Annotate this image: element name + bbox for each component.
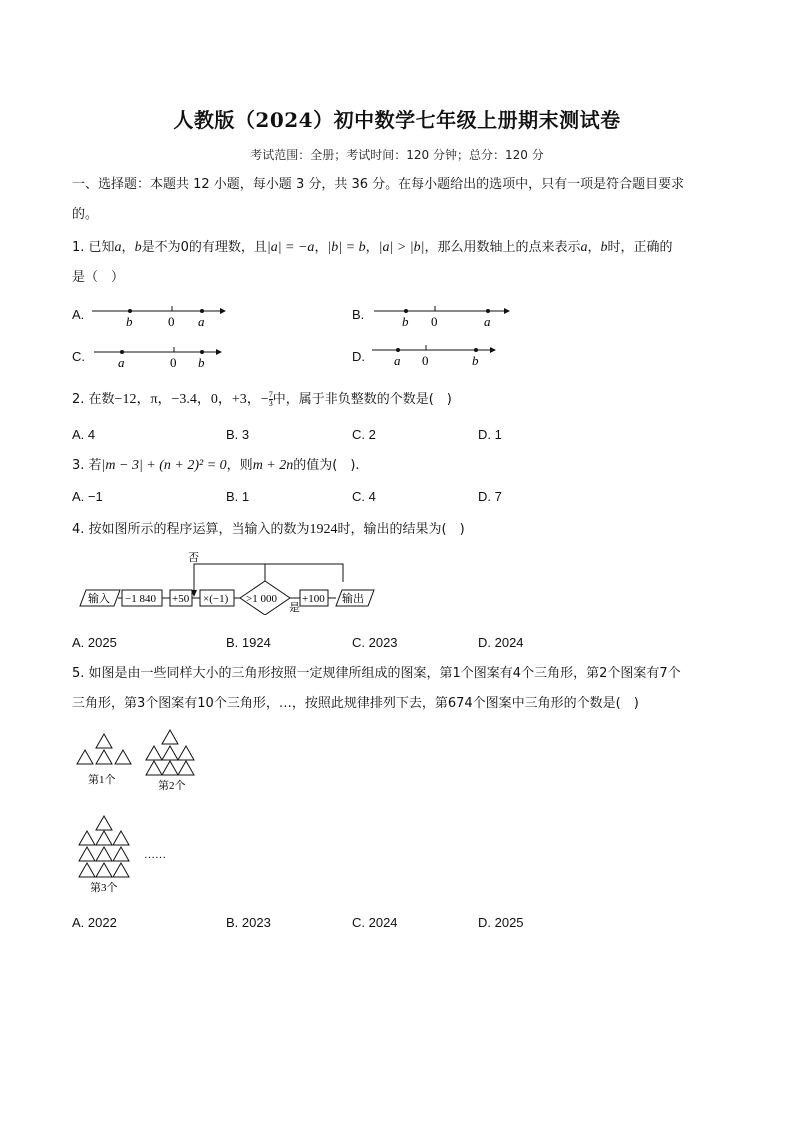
q4-flowchart [78, 550, 388, 615]
flow-step-minus-1840: −1 840 [125, 593, 156, 605]
q2-fraction: $\frac{7}{3}$ [268, 390, 273, 408]
q1a-mark-b: b [126, 314, 133, 329]
pattern-ellipsis: …… [144, 849, 166, 861]
exam-info: 考试范围：全册；考试时间：120 分钟；总分：120 分 [250, 148, 544, 162]
q5-option-d: D. 2025 [478, 915, 524, 930]
section-instructions-line1: 一、选择题：本题共 12 小题，每小题 3 分，共 36 分。在每小题给出的选项中，只有一项是符合题目要求 [72, 177, 685, 192]
q1d-mark-0: 0 [422, 353, 429, 368]
q3-stem: 3. 若|m − 3| + (n + 2)² = 0，则m + 2n的值为( ). [72, 458, 360, 473]
flow-step-times-neg1: ×(−1) [203, 593, 229, 605]
q1-option-c-label: C. [72, 349, 85, 364]
q1-line1: 1. 已知a，b是不为0的有理数，且|a| = −a，|b| = b，|a| > |b|，那么用数轴上的点来表示a，b时，正确的 [72, 240, 673, 255]
q5-line2: 三角形，第3个图案有10个三角形，…，按照此规律排列下去，第674个图案中三角形的个数是( ) [72, 696, 639, 711]
q2-option-a: A. 4 [72, 427, 96, 442]
q1c-mark-b: b [198, 355, 205, 370]
q1-option-a-numberline [90, 302, 230, 330]
q1-option-b-label: B. [352, 307, 365, 322]
pattern-2-label: 第2个 [158, 780, 186, 792]
flow-yes-label: 是 [289, 602, 300, 614]
flow-step-plus-100: +100 [302, 593, 325, 605]
q1-option-d-numberline [370, 341, 505, 369]
q5-option-b: B. 2023 [226, 915, 271, 930]
q1-option-a-label: A. [72, 307, 85, 322]
flow-condition: >1 000 [246, 593, 277, 605]
q1b-mark-0: 0 [431, 314, 438, 329]
flow-input: 输入 [88, 593, 110, 605]
q2-option-c: C. 2 [352, 427, 376, 442]
pattern-1 [77, 734, 131, 786]
q1a-mark-0: 0 [168, 314, 175, 329]
q3-option-c: C. 4 [352, 489, 376, 504]
q1d-mark-b: b [472, 353, 479, 368]
q1-line2: 是（ ） [72, 270, 125, 285]
flow-output: 输出 [342, 593, 364, 605]
q4-option-d: D. 2024 [478, 635, 524, 650]
pattern-3-label: 第3个 [90, 882, 118, 894]
page-title: 人教版（2024）初中数学七年级上册期末测试卷 [173, 108, 621, 132]
q1d-mark-a: a [394, 353, 401, 368]
q3-option-a: A. −1 [72, 489, 103, 504]
q2-stem: 2. 在数−12，π，−3.4，0，+3，− $\frac{7}{3}$ 中，属于非负整数的个数是( ) [72, 390, 452, 408]
section-instructions-line2: 的。 [72, 207, 99, 222]
q2-option-b: B. 3 [226, 427, 250, 442]
q4-option-a: A. 2025 [72, 635, 117, 650]
q1-option-c-numberline [92, 343, 232, 371]
q4-option-c: C. 2023 [352, 635, 398, 650]
pattern-1-label: 第1个 [88, 774, 116, 786]
q4-option-b: B. 1924 [226, 635, 271, 650]
q2-option-d: D. 1 [478, 427, 502, 442]
q1b-mark-a: a [484, 314, 491, 329]
pattern-2 [146, 730, 194, 792]
q1-option-b-numberline [372, 302, 517, 330]
q1c-mark-0: 0 [170, 355, 177, 370]
pattern-3 [79, 816, 166, 894]
q1c-mark-a: a [118, 355, 125, 370]
q5-option-c: C. 2024 [352, 915, 398, 930]
q5-line1: 5. 如图是由一些同样大小的三角形按照一定规律所组成的图案，第1个图案有4个三角形，第2个图案有7个 [72, 666, 681, 681]
flow-step-plus-50: +50 [172, 593, 190, 605]
q4-stem: 4. 按如图所示的程序运算，当输入的数为1924时，输出的结果为( ) [72, 522, 465, 537]
q5-option-a: A. 2022 [72, 915, 117, 930]
q1a-mark-a: a [198, 314, 205, 329]
q1-option-d-label: D. [352, 349, 365, 364]
q3-option-b: B. 1 [226, 489, 250, 504]
q1b-mark-b: b [402, 314, 409, 329]
q5-triangle-patterns [72, 728, 222, 898]
flow-no-label: 否 [188, 552, 199, 564]
q3-option-d: D. 7 [478, 489, 502, 504]
